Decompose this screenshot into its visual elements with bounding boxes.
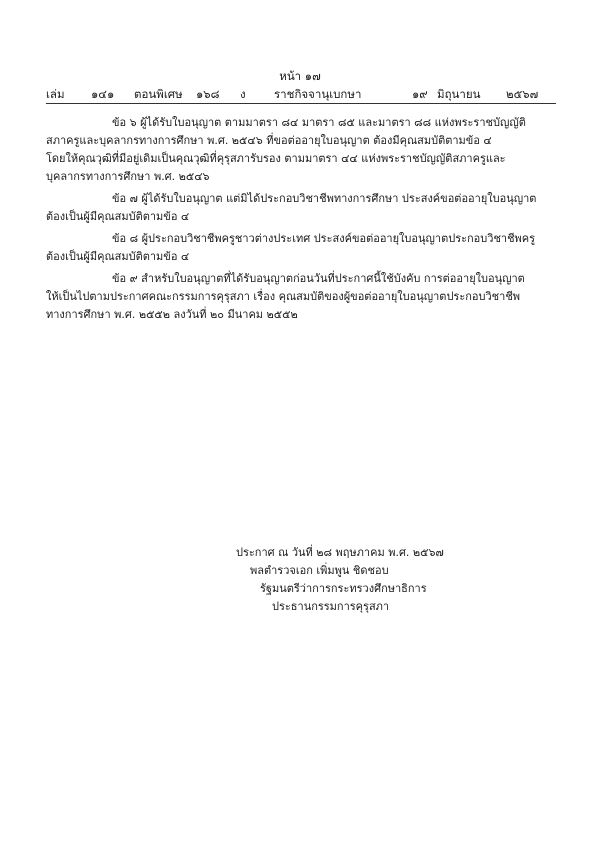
paragraph-line: ให้เป็นไปตามประกาศคณะกรรมการคุรุสภา เรื่อง คุณสมบัติของผู้ขอต่ออายุใบอนุญาตประกอบวิชาชีพ	[46, 290, 521, 303]
volume-label: เล่ม	[46, 87, 65, 101]
paragraph-line: ข้อ ๗ ผู้ได้รับใบอนุญาต แต่มิได้ประกอบวิชาชีพทางการศึกษา ประสงค์ขอต่ออายุใบอนุญาต	[112, 192, 537, 205]
paragraph-line: ข้อ ๙ สำหรับใบอนุญาตที่ได้รับอนุญาตก่อนวันที่ประกาศนี้ใช้บังคับ การต่ออายุใบอนุญาต	[112, 272, 525, 285]
paragraph-line: โดยให้คุณวุฒิที่มีอยู่เดิมเป็นคุณวุฒิที่คุรุสภารับรอง ตามมาตรา ๔๔ แห่งพระราชบัญญัติสภาครูและ	[46, 152, 506, 165]
paragraph-line: บุคลากรทางการศึกษา พ.ศ. ๒๕๔๖	[46, 170, 210, 183]
signature-block	[236, 544, 566, 616]
gazette-header	[46, 86, 556, 102]
date-year: ๒๕๖๗	[506, 87, 539, 101]
signatory-name: พลตำรวจเอก เพิ่มพูน ชิดชอบ	[250, 564, 389, 577]
paragraph-line: ต้องเป็นผู้มีคุณสมบัติตามข้อ ๔	[46, 250, 190, 263]
announcement-date: ประกาศ ณ วันที่ ๒๘ พฤษภาคม พ.ศ. ๒๕๖๗	[236, 546, 444, 559]
paragraph-line: ข้อ ๖ ผู้ได้รับใบอนุญาต ตามมาตรา ๘๔ มาตรา ๘๕ และมาตรา ๘๘ แห่งพระราชบัญญัติ	[112, 116, 526, 129]
section-code: ง	[240, 87, 246, 101]
page-number: หน้า ๑๗	[279, 69, 321, 83]
signatory-title: รัฐมนตรีว่าการกระทรวงศึกษาธิการ	[260, 582, 427, 595]
section-number: ๑๖๘	[196, 87, 220, 101]
paragraph-line: ต้องเป็นผู้มีคุณสมบัติตามข้อ ๔	[46, 210, 190, 223]
clause-8	[46, 230, 556, 266]
paragraph-line: ข้อ ๘ ผู้ประกอบวิชาชีพครูชาวต่างประเทศ ประสงค์ขอต่ออายุใบอนุญาตประกอบวิชาชีพครู	[112, 232, 536, 245]
signatory-title-secondary: ประธานกรรมการคุรุสภา	[272, 600, 390, 613]
section-label: ตอนพิเศษ	[134, 87, 183, 101]
date-day: ๑๙	[412, 87, 428, 101]
document-body	[46, 114, 556, 324]
paragraph-line: ทางการศึกษา พ.ศ. ๒๕๕๒ ลงวันที่ ๒๐ มีนาคม ๒๕๕๒	[46, 308, 298, 321]
gazette-name: ราชกิจจานุเบกษา	[274, 87, 362, 101]
date-month: มิถุนายน	[437, 87, 481, 101]
header-divider	[46, 103, 556, 104]
paragraph-line: สภาครูและบุคลากรทางการศึกษา พ.ศ. ๒๕๔๖ ที่ขอต่ออายุใบอนุญาต ต้องมีคุณสมบัติตามข้อ ๔	[46, 134, 492, 147]
clause-7	[46, 190, 556, 226]
clause-9	[46, 270, 556, 324]
volume-number: ๑๔๑	[91, 87, 115, 101]
clause-6	[46, 114, 556, 186]
